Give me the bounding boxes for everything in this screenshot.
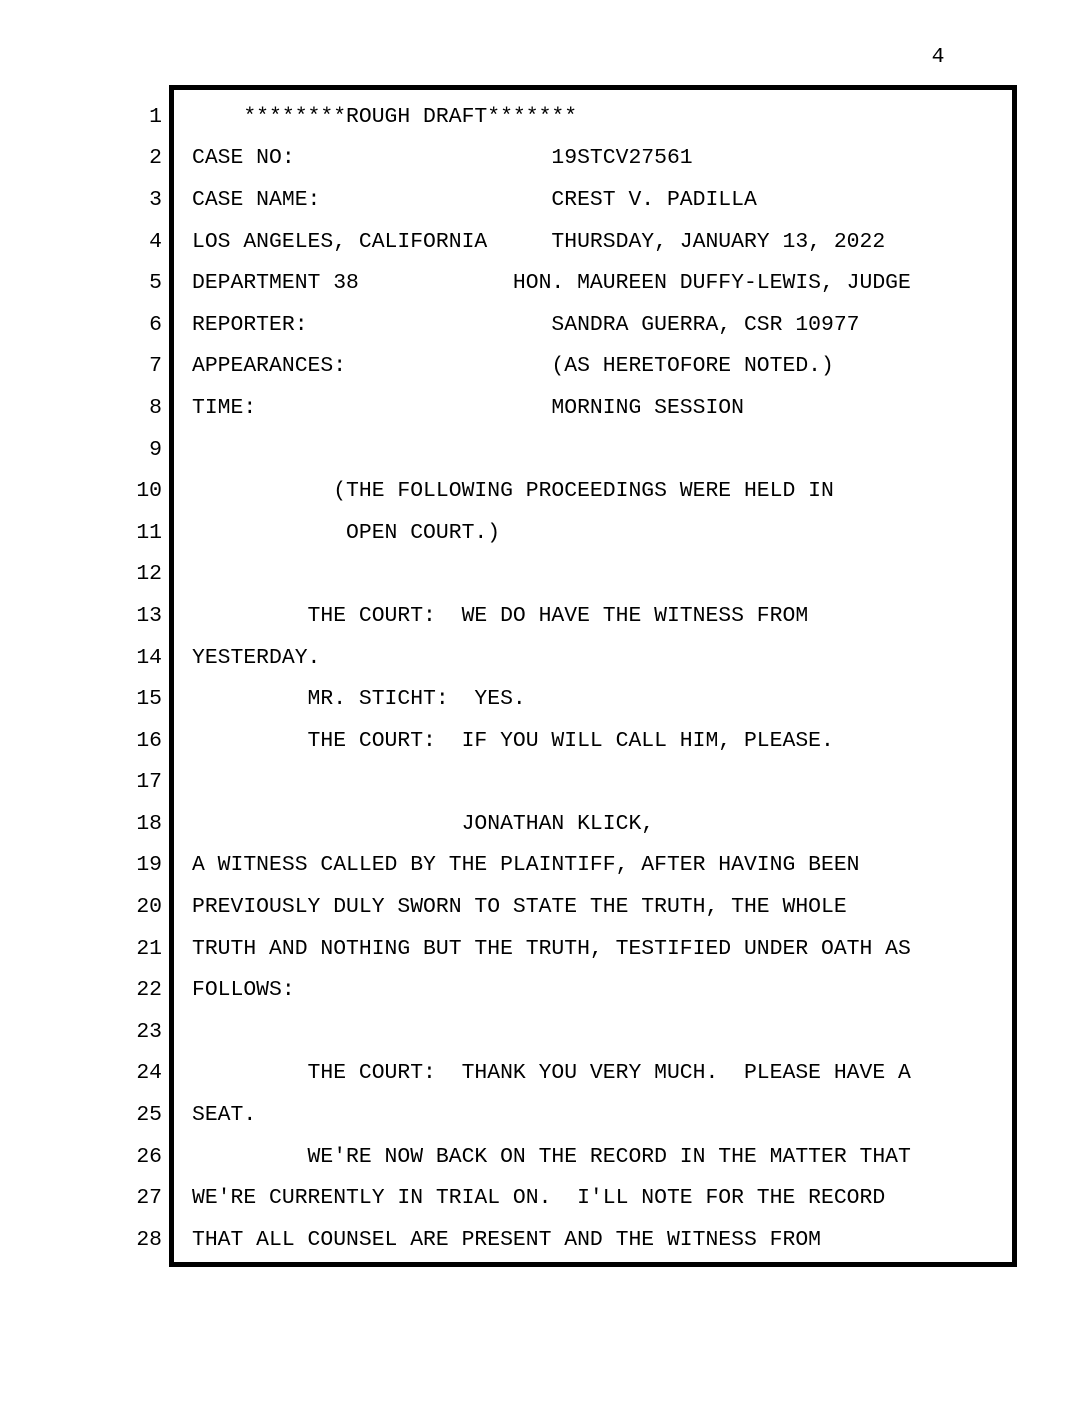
transcript-line	[130, 845, 1030, 887]
line-text: MR. STICHT: YES.	[192, 687, 526, 712]
line-text: CASE NAME: CREST V. PADILLA	[192, 187, 757, 212]
line-number: 27	[136, 1186, 162, 1211]
line-text: CASE NO: 19STCV27561	[192, 146, 693, 171]
line-number: 24	[136, 1061, 162, 1086]
transcript-line	[130, 762, 1030, 804]
line-text: THE COURT: WE DO HAVE THE WITNESS FROM	[192, 603, 809, 628]
line-number: 18	[136, 811, 162, 836]
transcript-line	[130, 470, 1030, 512]
line-number: 23	[136, 1019, 162, 1044]
line-number: 22	[136, 978, 162, 1003]
line-text: OPEN COURT.)	[192, 520, 501, 545]
line-number: 8	[149, 395, 162, 420]
line-number: 17	[136, 770, 162, 795]
transcript-line	[130, 429, 1030, 471]
line-text: JONATHAN KLICK,	[192, 811, 655, 836]
line-number: 11	[136, 520, 162, 545]
line-text: ********ROUGH DRAFT*******	[192, 104, 578, 129]
transcript-line	[130, 346, 1030, 388]
transcript-line	[130, 1177, 1030, 1219]
transcript-line	[130, 262, 1030, 304]
line-number: 3	[149, 187, 162, 212]
line-text: THE COURT: THANK YOU VERY MUCH. PLEASE HAVE A	[192, 1061, 911, 1086]
line-text: LOS ANGELES, CALIFORNIA THURSDAY, JANUARY 13, 2022	[192, 229, 886, 254]
line-number: 6	[149, 312, 162, 337]
transcript-line	[130, 179, 1030, 221]
transcript-line	[130, 886, 1030, 928]
transcript-line	[130, 554, 1030, 596]
line-text: TIME: MORNING SESSION	[192, 395, 744, 420]
line-number: 21	[136, 936, 162, 961]
line-number: 1	[149, 104, 162, 129]
line-text: SEAT.	[192, 1103, 257, 1128]
line-text: A WITNESS CALLED BY THE PLAINTIFF, AFTER HAVING BEEN	[192, 853, 860, 878]
line-text: THAT ALL COUNSEL ARE PRESENT AND THE WITNESS FROM	[192, 1227, 821, 1252]
line-number: 2	[149, 146, 162, 171]
line-number: 4	[149, 229, 162, 254]
line-text: WE'RE NOW BACK ON THE RECORD IN THE MATTER THAT	[192, 1144, 911, 1169]
transcript-line	[130, 928, 1030, 970]
line-number: 7	[149, 354, 162, 379]
transcript-line	[130, 96, 1030, 138]
transcript-line	[130, 969, 1030, 1011]
transcript-line	[130, 387, 1030, 429]
line-text: THE COURT: IF YOU WILL CALL HIM, PLEASE.	[192, 728, 834, 753]
line-text: DEPARTMENT 38 HON. MAUREEN DUFFY-LEWIS, JUDGE	[192, 271, 911, 296]
transcript-line	[130, 304, 1030, 346]
line-text: FOLLOWS:	[192, 978, 295, 1003]
transcript-line	[130, 637, 1030, 679]
transcript-line	[130, 595, 1030, 637]
line-number: 26	[136, 1144, 162, 1169]
transcript-lines	[130, 96, 1030, 1261]
line-number: 14	[136, 645, 162, 670]
transcript-line	[130, 1094, 1030, 1136]
line-text: REPORTER: SANDRA GUERRA, CSR 10977	[192, 312, 860, 337]
line-number: 15	[136, 687, 162, 712]
transcript-line	[130, 678, 1030, 720]
line-text: PREVIOUSLY DULY SWORN TO STATE THE TRUTH, THE WHOLE	[192, 895, 847, 920]
line-number: 10	[136, 479, 162, 504]
line-text: (THE FOLLOWING PROCEEDINGS WERE HELD IN	[192, 479, 834, 504]
line-number: 16	[136, 728, 162, 753]
transcript-line	[130, 221, 1030, 263]
line-number: 28	[136, 1227, 162, 1252]
transcript-line	[130, 803, 1030, 845]
line-number: 25	[136, 1103, 162, 1128]
line-text: TRUTH AND NOTHING BUT THE TRUTH, TESTIFIED UNDER OATH AS	[192, 936, 911, 961]
transcript-line	[130, 720, 1030, 762]
transcript-line	[130, 138, 1030, 180]
transcript-line	[130, 1219, 1030, 1261]
page-number: 4	[931, 45, 945, 69]
transcript-line	[130, 1136, 1030, 1178]
line-text: WE'RE CURRENTLY IN TRIAL ON. I'LL NOTE FOR THE RECORD	[192, 1186, 886, 1211]
transcript-line	[130, 1053, 1030, 1095]
line-number: 19	[136, 853, 162, 878]
transcript-line	[130, 1011, 1030, 1053]
line-number: 12	[136, 562, 162, 587]
transcript-line	[130, 512, 1030, 554]
line-number: 5	[149, 271, 162, 296]
line-number: 9	[149, 437, 162, 462]
line-number: 20	[136, 895, 162, 920]
line-number: 13	[136, 603, 162, 628]
line-text: YESTERDAY.	[192, 645, 321, 670]
line-text: APPEARANCES: (AS HERETOFORE NOTED.)	[192, 354, 834, 379]
